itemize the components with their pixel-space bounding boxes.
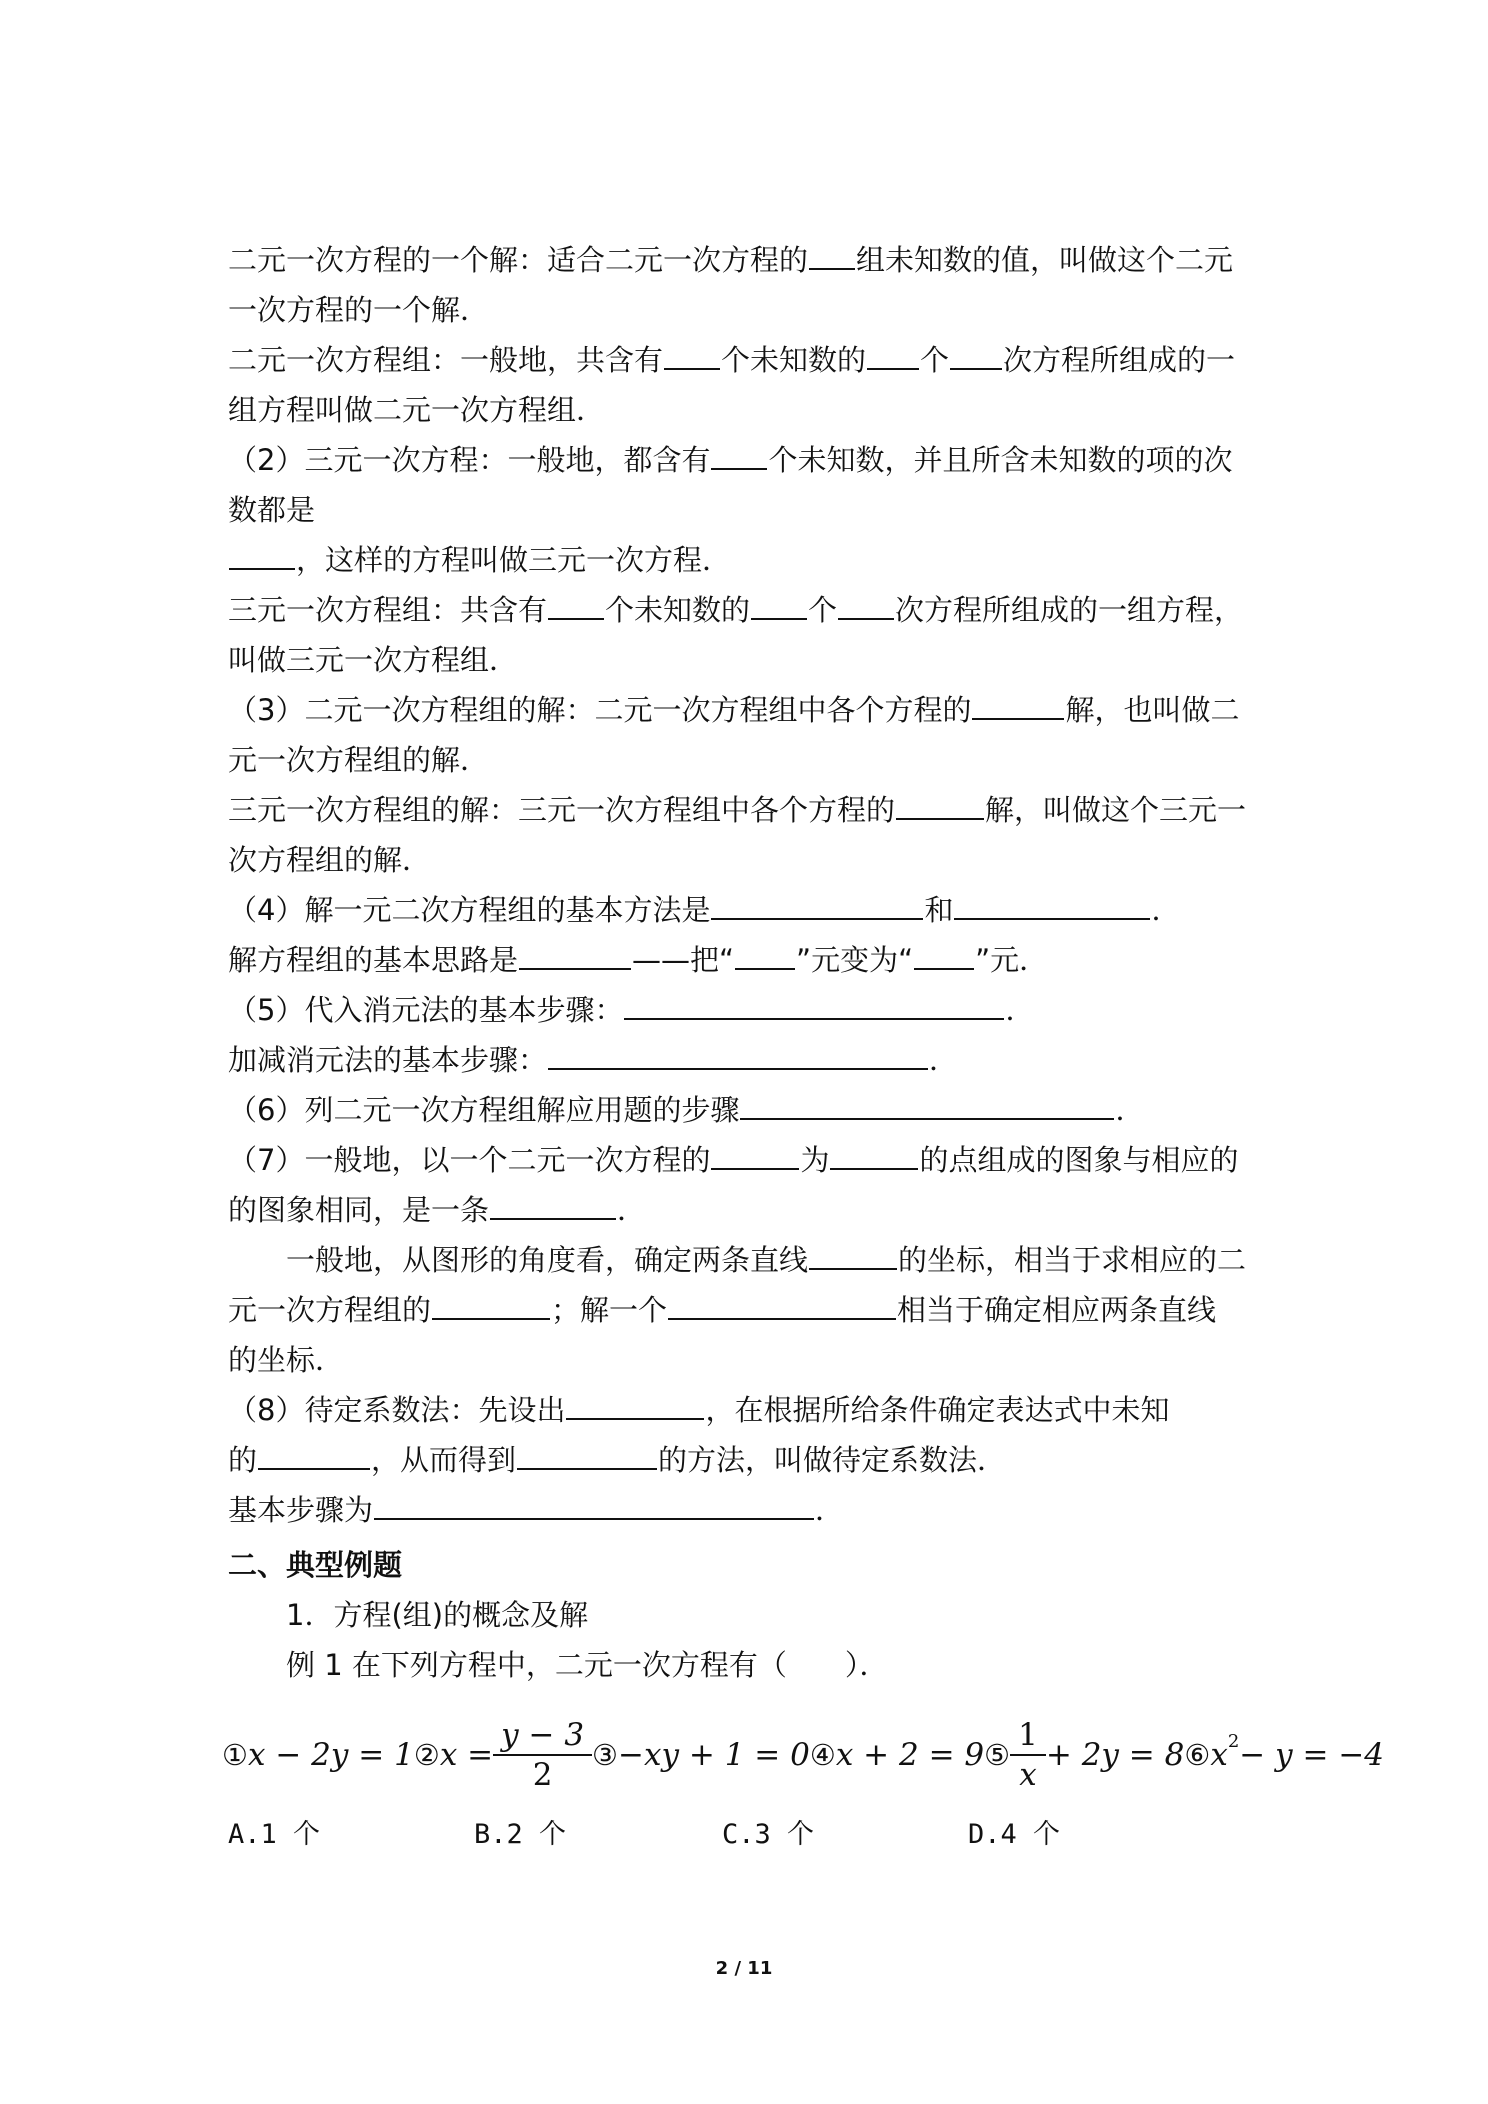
text-segment: ，从而得到 xyxy=(371,1443,517,1477)
text-segment: 一次方程的一个解． xyxy=(228,293,490,327)
section-heading: 二、典型例题 xyxy=(228,1548,403,1582)
text-segment: （7）一般地，以一个二元一次方程的 xyxy=(228,1143,711,1177)
text-segment: 的方法，叫做待定系数法． xyxy=(658,1443,1007,1477)
text-segment: ． xyxy=(617,1193,647,1227)
text-line xyxy=(228,540,731,580)
text-segment: 二元一次方程的一个解：适合二元一次方程的 xyxy=(228,243,809,277)
text-segment: ． xyxy=(1005,993,1035,1027)
text-segment: 个 xyxy=(808,593,838,627)
option-c: C.3 个 xyxy=(722,1819,815,1850)
fill-in-blank xyxy=(711,890,923,920)
equation-list xyxy=(222,1700,1384,1810)
equation-4: x + 2 = 9 xyxy=(835,1737,985,1773)
circle-number: ③ xyxy=(592,1738,619,1772)
text-segment: 组未知数的值，叫做这个二元 xyxy=(856,243,1234,277)
text-line xyxy=(228,590,1243,630)
text-segment: 次方程所组成的一 xyxy=(1003,343,1236,377)
fraction xyxy=(497,1716,588,1794)
text-segment: ”元． xyxy=(975,943,1049,977)
text-segment: ，在根据所给条件确定表达式中未知 xyxy=(705,1393,1170,1427)
fill-in-blank xyxy=(664,340,720,370)
text-segment: 和 xyxy=(924,893,954,927)
text-segment: 个未知数的 xyxy=(721,343,867,377)
text-line xyxy=(228,1190,646,1230)
fill-in-blank xyxy=(490,1190,616,1220)
text-line xyxy=(228,490,315,530)
fill-in-blank xyxy=(838,590,894,620)
text-line xyxy=(228,240,1233,280)
equation-3: −xy + 1 = 0 xyxy=(618,1737,810,1773)
circle-number: ④ xyxy=(809,1738,836,1772)
text-segment: 解，也叫做二 xyxy=(1065,693,1240,727)
text-line xyxy=(228,1390,1169,1430)
text-line xyxy=(228,1290,1216,1330)
text-line xyxy=(228,790,1246,830)
text-line xyxy=(228,890,1180,930)
text-segment: （3）二元一次方程组的解：二元一次方程组中各个方程的 xyxy=(228,693,972,727)
fill-in-blank xyxy=(229,540,295,570)
equation-5-right: + 2y = 8 xyxy=(1045,1737,1185,1773)
text-segment: （2）三元一次方程：一般地，都含有 xyxy=(228,443,711,477)
text-line xyxy=(228,740,489,780)
fill-in-blank xyxy=(432,1290,550,1320)
text-segment: 组方程叫做二元一次方程组． xyxy=(228,393,606,427)
text-segment: 基本步骤为 xyxy=(228,1493,374,1527)
fill-in-blank xyxy=(972,690,1064,720)
equation-6-base: x xyxy=(1210,1737,1228,1773)
equation-6-right: − y = −4 xyxy=(1239,1737,1385,1773)
fill-in-blank xyxy=(519,940,631,970)
text-segment: 个未知数，并且所含未知数的项的次 xyxy=(768,443,1233,477)
text-segment: （8）待定系数法：先设出 xyxy=(228,1393,566,1427)
circle-number: ⑥ xyxy=(1184,1738,1211,1772)
text-segment: 次方程组的解． xyxy=(228,843,432,877)
equation-1: x − 2y = 1 xyxy=(248,1737,414,1773)
text-segment: 相当于确定相应两条直线 xyxy=(897,1293,1217,1327)
fill-in-blank xyxy=(867,340,919,370)
text-segment: 的图象相同，是一条 xyxy=(228,1193,490,1227)
fraction xyxy=(1014,1716,1042,1794)
fill-in-blank xyxy=(548,1040,928,1070)
text-segment: 元一次方程组的 xyxy=(228,1293,432,1327)
text-line xyxy=(228,1140,1238,1180)
text-segment: 的 xyxy=(228,1443,258,1477)
option-b: B.2 个 xyxy=(474,1819,567,1850)
page-number: 2 / 11 xyxy=(715,1958,773,1979)
equation-2-left: x = xyxy=(439,1737,494,1773)
text-segment: 的坐标． xyxy=(228,1343,345,1377)
option-a: A.1 个 xyxy=(228,1819,321,1850)
fill-in-blank xyxy=(258,1440,370,1470)
option-d: D.4 个 xyxy=(968,1819,1061,1850)
exponent: 2 xyxy=(1227,1730,1240,1752)
text-segment: 一般地，从图形的角度看，确定两条直线 xyxy=(228,1243,809,1277)
text-line xyxy=(228,1240,1246,1280)
fraction-numerator: 1 xyxy=(1018,1717,1038,1753)
fill-in-blank xyxy=(914,940,974,970)
text-line xyxy=(228,290,489,330)
fill-in-blank xyxy=(711,440,767,470)
text-segment: 的点组成的图象与相应的 xyxy=(919,1143,1239,1177)
text-segment: 二元一次方程组：一般地，共含有 xyxy=(228,343,664,377)
text-segment: 三元一次方程组的解：三元一次方程组中各个方程的 xyxy=(228,793,896,827)
circle-number: ⑤ xyxy=(984,1738,1011,1772)
text-line xyxy=(228,1340,344,1380)
text-segment: ． xyxy=(1151,893,1181,927)
text-segment: （6）列二元一次方程组解应用题的步骤 xyxy=(228,1093,740,1127)
text-line xyxy=(228,940,1048,980)
fraction-numerator: y − 3 xyxy=(501,1717,585,1753)
text-segment: 次方程所组成的一组方程， xyxy=(895,593,1244,627)
fill-in-blank xyxy=(566,1390,704,1420)
text-line xyxy=(228,1440,1006,1480)
fill-in-blank xyxy=(735,940,795,970)
text-segment: 解，叫做这个三元一 xyxy=(985,793,1247,827)
text-segment: 个 xyxy=(920,343,950,377)
text-segment: ；解一个 xyxy=(551,1293,668,1327)
text-segment: ，这样的方程叫做三元一次方程． xyxy=(296,543,732,577)
fill-in-blank xyxy=(374,1490,814,1520)
fill-in-blank xyxy=(517,1440,657,1470)
text-line xyxy=(228,390,605,430)
text-line xyxy=(228,1040,958,1080)
text-segment: 元一次方程组的解． xyxy=(228,743,490,777)
text-segment: ． xyxy=(929,1043,959,1077)
text-line xyxy=(228,840,431,880)
fill-in-blank xyxy=(751,590,807,620)
fill-in-blank xyxy=(954,890,1150,920)
text-segment: ． xyxy=(1115,1093,1145,1127)
fill-in-blank xyxy=(896,790,984,820)
text-line xyxy=(228,690,1239,730)
fill-in-blank xyxy=(740,1090,1114,1120)
text-segment: ”元变为“ xyxy=(796,943,914,977)
text-segment: ——把“ xyxy=(632,943,735,977)
subheading: 1．方程(组)的概念及解 xyxy=(228,1598,589,1632)
text-line xyxy=(228,990,1034,1030)
text-line xyxy=(228,1090,1144,1130)
text-segment: 个未知数的 xyxy=(605,593,751,627)
fraction-denominator: 2 xyxy=(493,1754,592,1794)
text-line xyxy=(228,1490,844,1530)
text-segment: （5）代入消元法的基本步骤： xyxy=(228,993,624,1027)
fill-in-blank xyxy=(809,240,855,270)
example-question: 例 1 在下列方程中，二元一次方程有（ ）． xyxy=(228,1648,889,1682)
fill-in-blank xyxy=(548,590,604,620)
circle-number: ① xyxy=(222,1738,248,1772)
text-segment: 叫做三元一次方程组． xyxy=(228,643,519,677)
text-segment: 数都是 xyxy=(228,493,316,527)
fill-in-blank xyxy=(809,1240,897,1270)
fill-in-blank xyxy=(668,1290,896,1320)
text-line xyxy=(228,640,518,680)
text-segment: 加减消元法的基本步骤： xyxy=(228,1043,548,1077)
fill-in-blank xyxy=(950,340,1002,370)
text-line xyxy=(228,340,1235,380)
text-line xyxy=(228,440,1232,480)
fill-in-blank xyxy=(711,1140,799,1170)
text-segment: ． xyxy=(815,1493,845,1527)
text-segment: 解方程组的基本思路是 xyxy=(228,943,519,977)
text-segment: 三元一次方程组：共含有 xyxy=(228,593,548,627)
fraction-denominator: x xyxy=(1010,1754,1046,1794)
text-segment: 的坐标，相当于求相应的二 xyxy=(898,1243,1247,1277)
text-segment: 为 xyxy=(800,1143,830,1177)
fill-in-blank xyxy=(830,1140,918,1170)
circle-number: ② xyxy=(413,1738,440,1772)
text-segment: （4）解一元二次方程组的基本方法是 xyxy=(228,893,711,927)
fill-in-blank xyxy=(624,990,1004,1020)
